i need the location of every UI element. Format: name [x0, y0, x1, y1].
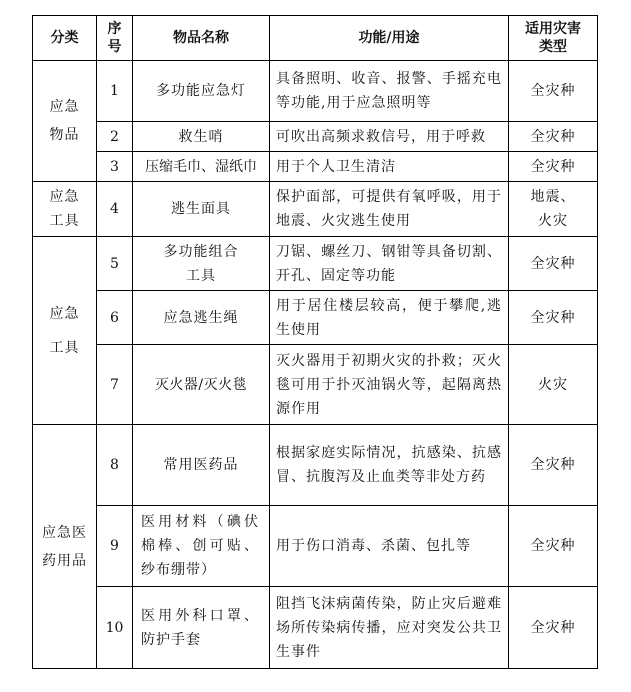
scope-cell: 全灾种: [509, 152, 598, 182]
category-cell: 应急医 药用品: [33, 425, 97, 669]
header-category: 分类: [33, 16, 97, 61]
index-cell: 2: [97, 122, 133, 152]
scope-cell: 全灾种: [509, 237, 598, 291]
function-cell: 用于伤口消毒、杀菌、包扎等: [270, 506, 509, 587]
header-scope: 适用灾害 类型: [509, 16, 598, 61]
item-name-cell: 医用材料（碘伏棉棒、创可贴、纱布绷带）: [133, 506, 270, 587]
item-name-cell: 常用医药品: [133, 425, 270, 506]
scope-cell: 全灾种: [509, 122, 598, 152]
scope-cell: 全灾种: [509, 291, 598, 345]
index-cell: 9: [97, 506, 133, 587]
index-cell: 1: [97, 61, 133, 122]
header-name: 物品名称: [133, 16, 270, 61]
item-name-cell: 多功能组合 工具: [133, 237, 270, 291]
table-header-row: [33, 16, 598, 61]
index-cell: 5: [97, 237, 133, 291]
table-row: [33, 425, 598, 506]
scope-cell: 地震、 火灾: [509, 182, 598, 237]
function-cell: 阻挡飞沫病菌传染，防止灾后避难场所传染病传播，应对突发公共卫生事件: [270, 587, 509, 669]
function-cell: 灭火器用于初期火灾的扑救；灭火毯可用于扑灭油锅火等，起隔离热源作用: [270, 345, 509, 425]
index-cell: 10: [97, 587, 133, 669]
index-cell: 4: [97, 182, 133, 237]
table-row: [33, 345, 598, 425]
scope-cell: 全灾种: [509, 587, 598, 669]
table-row: [33, 122, 598, 152]
function-cell: 保护面部，可提供有氧呼吸，用于地震、火灾逃生使用: [270, 182, 509, 237]
function-cell: 具备照明、收音、报警、手摇充电等功能,用于应急照明等: [270, 61, 509, 122]
category-cell: 应急 工具: [33, 237, 97, 425]
emergency-supplies-table: [32, 15, 598, 669]
table-row: [33, 61, 598, 122]
table-row: [33, 587, 598, 669]
function-cell: 用于个人卫生清洁: [270, 152, 509, 182]
item-name-cell: 压缩毛巾、湿纸巾: [133, 152, 270, 182]
header-index: 序 号: [97, 16, 133, 61]
function-cell: 用于居住楼层较高，便于攀爬,逃生使用: [270, 291, 509, 345]
scope-cell: 全灾种: [509, 506, 598, 587]
table-row: [33, 506, 598, 587]
table-row: [33, 291, 598, 345]
item-name-cell: 医用外科口罩、防护手套: [133, 587, 270, 669]
index-cell: 7: [97, 345, 133, 425]
scope-cell: 全灾种: [509, 61, 598, 122]
function-cell: 可吹出高频求救信号，用于呼救: [270, 122, 509, 152]
table-row: [33, 152, 598, 182]
scope-cell: 全灾种: [509, 425, 598, 506]
function-cell: 根据家庭实际情况，抗感染、抗感冒、抗腹泻及止血类等非处方药: [270, 425, 509, 506]
item-name-cell: 逃生面具: [133, 182, 270, 237]
function-cell: 刀锯、螺丝刀、钢钳等具备切割、开孔、固定等功能: [270, 237, 509, 291]
header-function: 功能/用途: [270, 16, 509, 61]
index-cell: 8: [97, 425, 133, 506]
item-name-cell: 灭火器/灭火毯: [133, 345, 270, 425]
scope-cell: 火灾: [509, 345, 598, 425]
supplies-table-container: [32, 15, 598, 669]
category-cell: 应急 工具: [33, 182, 97, 237]
category-cell: 应急 物品: [33, 61, 97, 182]
index-cell: 6: [97, 291, 133, 345]
item-name-cell: 多功能应急灯: [133, 61, 270, 122]
item-name-cell: 应急逃生绳: [133, 291, 270, 345]
table-row: [33, 182, 598, 237]
table-row: [33, 237, 598, 291]
index-cell: 3: [97, 152, 133, 182]
item-name-cell: 救生哨: [133, 122, 270, 152]
